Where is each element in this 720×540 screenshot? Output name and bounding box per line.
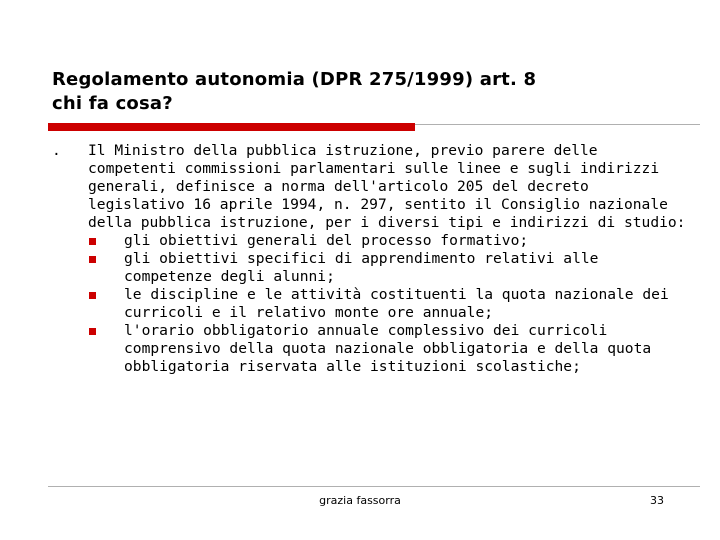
footer-author: grazia fassorra [319,494,401,507]
square-bullet-icon [89,328,96,335]
title-divider-accent [48,123,415,131]
title-line-1: Regolamento autonomia (DPR 275/1999) art. 8 [52,69,537,90]
list-item [52,232,692,250]
square-bullet-icon [89,292,96,299]
bullet-text: gli obiettivi generali del processo formativo; [124,232,529,249]
square-bullet-icon [89,256,96,263]
lead-paragraph [52,142,692,232]
page-number: 33 [650,494,664,507]
bullet-text: gli obiettivi specifici di apprendimento relativi alle competenze degli alunni; [124,250,599,285]
slide-body [52,142,692,376]
bullet-text: le discipline e le attività costituenti la quota nazionale dei curricoli e il relativo monte ore annuale; [124,286,669,321]
title-line-2: chi fa cosa? [52,93,173,114]
square-bullet-icon [89,238,96,245]
bullet-list [52,232,692,376]
footer-divider [48,486,700,487]
lead-marker: . [52,142,61,159]
bullet-text: l'orario obbligatorio annuale complessivo dei curricoli comprensivo della quota nazionale obbligatoria e della quota obbligatoria riservata alle istituzioni scolastiche; [124,322,652,375]
list-item [52,250,692,286]
list-item [52,322,692,376]
slide-title [52,68,692,116]
list-item [52,286,692,322]
lead-text: Il Ministro della pubblica istruzione, previo parere delle competenti commissioni parlamentari sulle linee e sugli indirizzi generali, definisce a norma dell'articolo 205 del decreto legislativo 16 aprile 1994, n. 297, sentito il Consiglio nazionale della pubblica istruzione, per i diversi tipi e indirizzi di studio: [88,142,686,231]
